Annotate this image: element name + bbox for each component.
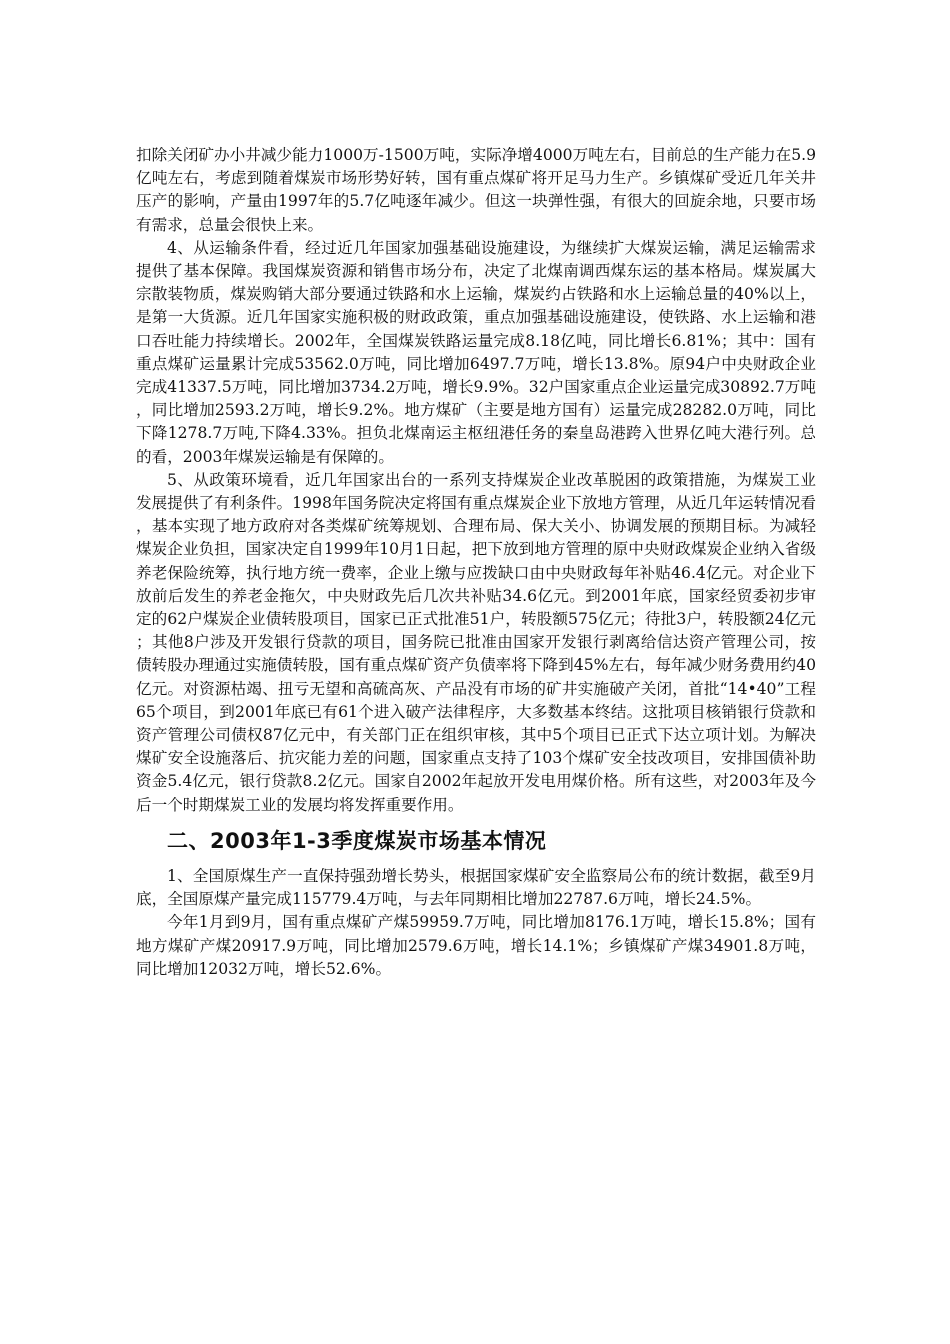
paragraph-production-breakdown: 今年1月到9月，国有重点煤矿产煤59959.7万吨，同比增加8176.1万吨，增长15.8%；国有地方煤矿产煤20917.9万吨，同比增加2579.6万吨，增长14.1%；乡镇煤矿产煤34901.8万吨，同比增加12032万吨，增长52.6%。 [136,913,816,978]
paragraph-national-production: 1、全国原煤生产一直保持强劲增长势头，根据国家煤矿安全监察局公布的统计数据，截至9月底，全国原煤产量完成115779.4万吨，与去年同期相比增加22787.6万吨，增长24.5%。 [136,866,816,909]
document-page [136,144,816,981]
paragraph-coal-capacity: 扣除关闭矿办小井减少能力1000万-1500万吨，实际净增4000万吨左右，目前总的生产能力在5.9亿吨左右，考虑到随着煤炭市场形势好转，国有重点煤矿将开足马力生产。乡镇煤矿受近几年关井压产的影响，产量由1997年的5.7亿吨逐年减少。但这一块弹性强，有很大的回旋余地，只要市场有需求，总量会很快上来。 [136,146,816,234]
section-heading: 二、2003年1-3季度煤炭市场基本情况 [167,828,547,853]
paragraph-policy-environment: 5、从政策环境看，近几年国家出台的一系列支持煤炭企业改革脱困的政策措施，为煤炭工业发展提供了有利条件。1998年国务院决定将国有重点煤炭企业下放地方管理，从近几年运转情况看，基本实现了地方政府对各类煤矿统筹规划、合理布局、保大关小、协调发展的预期目标。为减轻煤炭企业负担，国家决定自1999年10月1日起，把下放到地方管理的原中央财政煤炭企业纳入省级养老保险统筹，执行地方统一费率，企业上缴与应拨缺口由中央财政每年补贴46.4亿元。对企业下放前后发生的养老金拖欠，中央财政先后几次共补贴34.6亿元。到2001年底，国家经贸委初步审定的62户煤炭企业债转股项目，国家已正式批准51户，转股额575亿元；待批3户，转股额24亿元；其他8户涉及开发银行贷款的项目，国务院已批准由国家开发银行剥离给信达资产管理公司，按债转股办理通过实施债转股，国有重点煤矿资产负债率将下降到45%左右，每年减少财务费用约40亿元。对资源枯竭、扭亏无望和高硫高灰、产品没有市场的矿井实施破产关闭，首批“14•40”工程65个项目，到2001年底已有61个进入破产法律程序，大多数基本终结。这批项目核销银行贷款和资产管理公司债权87亿元中，有关部门正在组织审核，其中5个项目已正式下达立项计划。为解决煤矿安全设施落后、抗灾能力差的问题，国家重点支持了103个煤矿安全技改项目，安排国债补助资金5.4亿元，银行贷款8.2亿元。国家自2002年起放开发电用煤价格。所有这些，对2003年及今后一个时期煤炭工业的发展均将发挥重要作用。 [136,470,816,814]
paragraph-transport-conditions: 4、从运输条件看，经过近几年国家加强基础设施建设，为继续扩大煤炭运输，满足运输需求提供了基本保障。我国煤炭资源和销售市场分布，决定了北煤南调西煤东运的基本格局。煤炭属大宗散装物质，煤炭购销大部分要通过铁路和水上运输，煤炭约占铁路和水上运输总量的40%以上，是第一大货源。近几年国家实施积极的财政政策，重点加强基础设施建设，使铁路、水上运输和港口吞吐能力持续增长。2002年，全国煤炭铁路运量完成8.18亿吨，同比增长6.81%；其中：国有重点煤矿运量累计完成53562.0万吨，同比增加6497.7万吨，增长13.8%。原94户中央财政企业完成41337.5万吨，同比增加3734.2万吨，增长9.9%。32户国家重点企业运量完成30892.7万吨，同比增加2593.2万吨，增长9.2%。地方煤矿（主要是地方国有）运量完成28282.0万吨，同比下降1278.7万吨,下降4.33%。担负北煤南运主枢纽港任务的秦皇岛港跨入世界亿吨大港行列。总的看，2003年煤炭运输是有保障的。 [136,238,816,466]
